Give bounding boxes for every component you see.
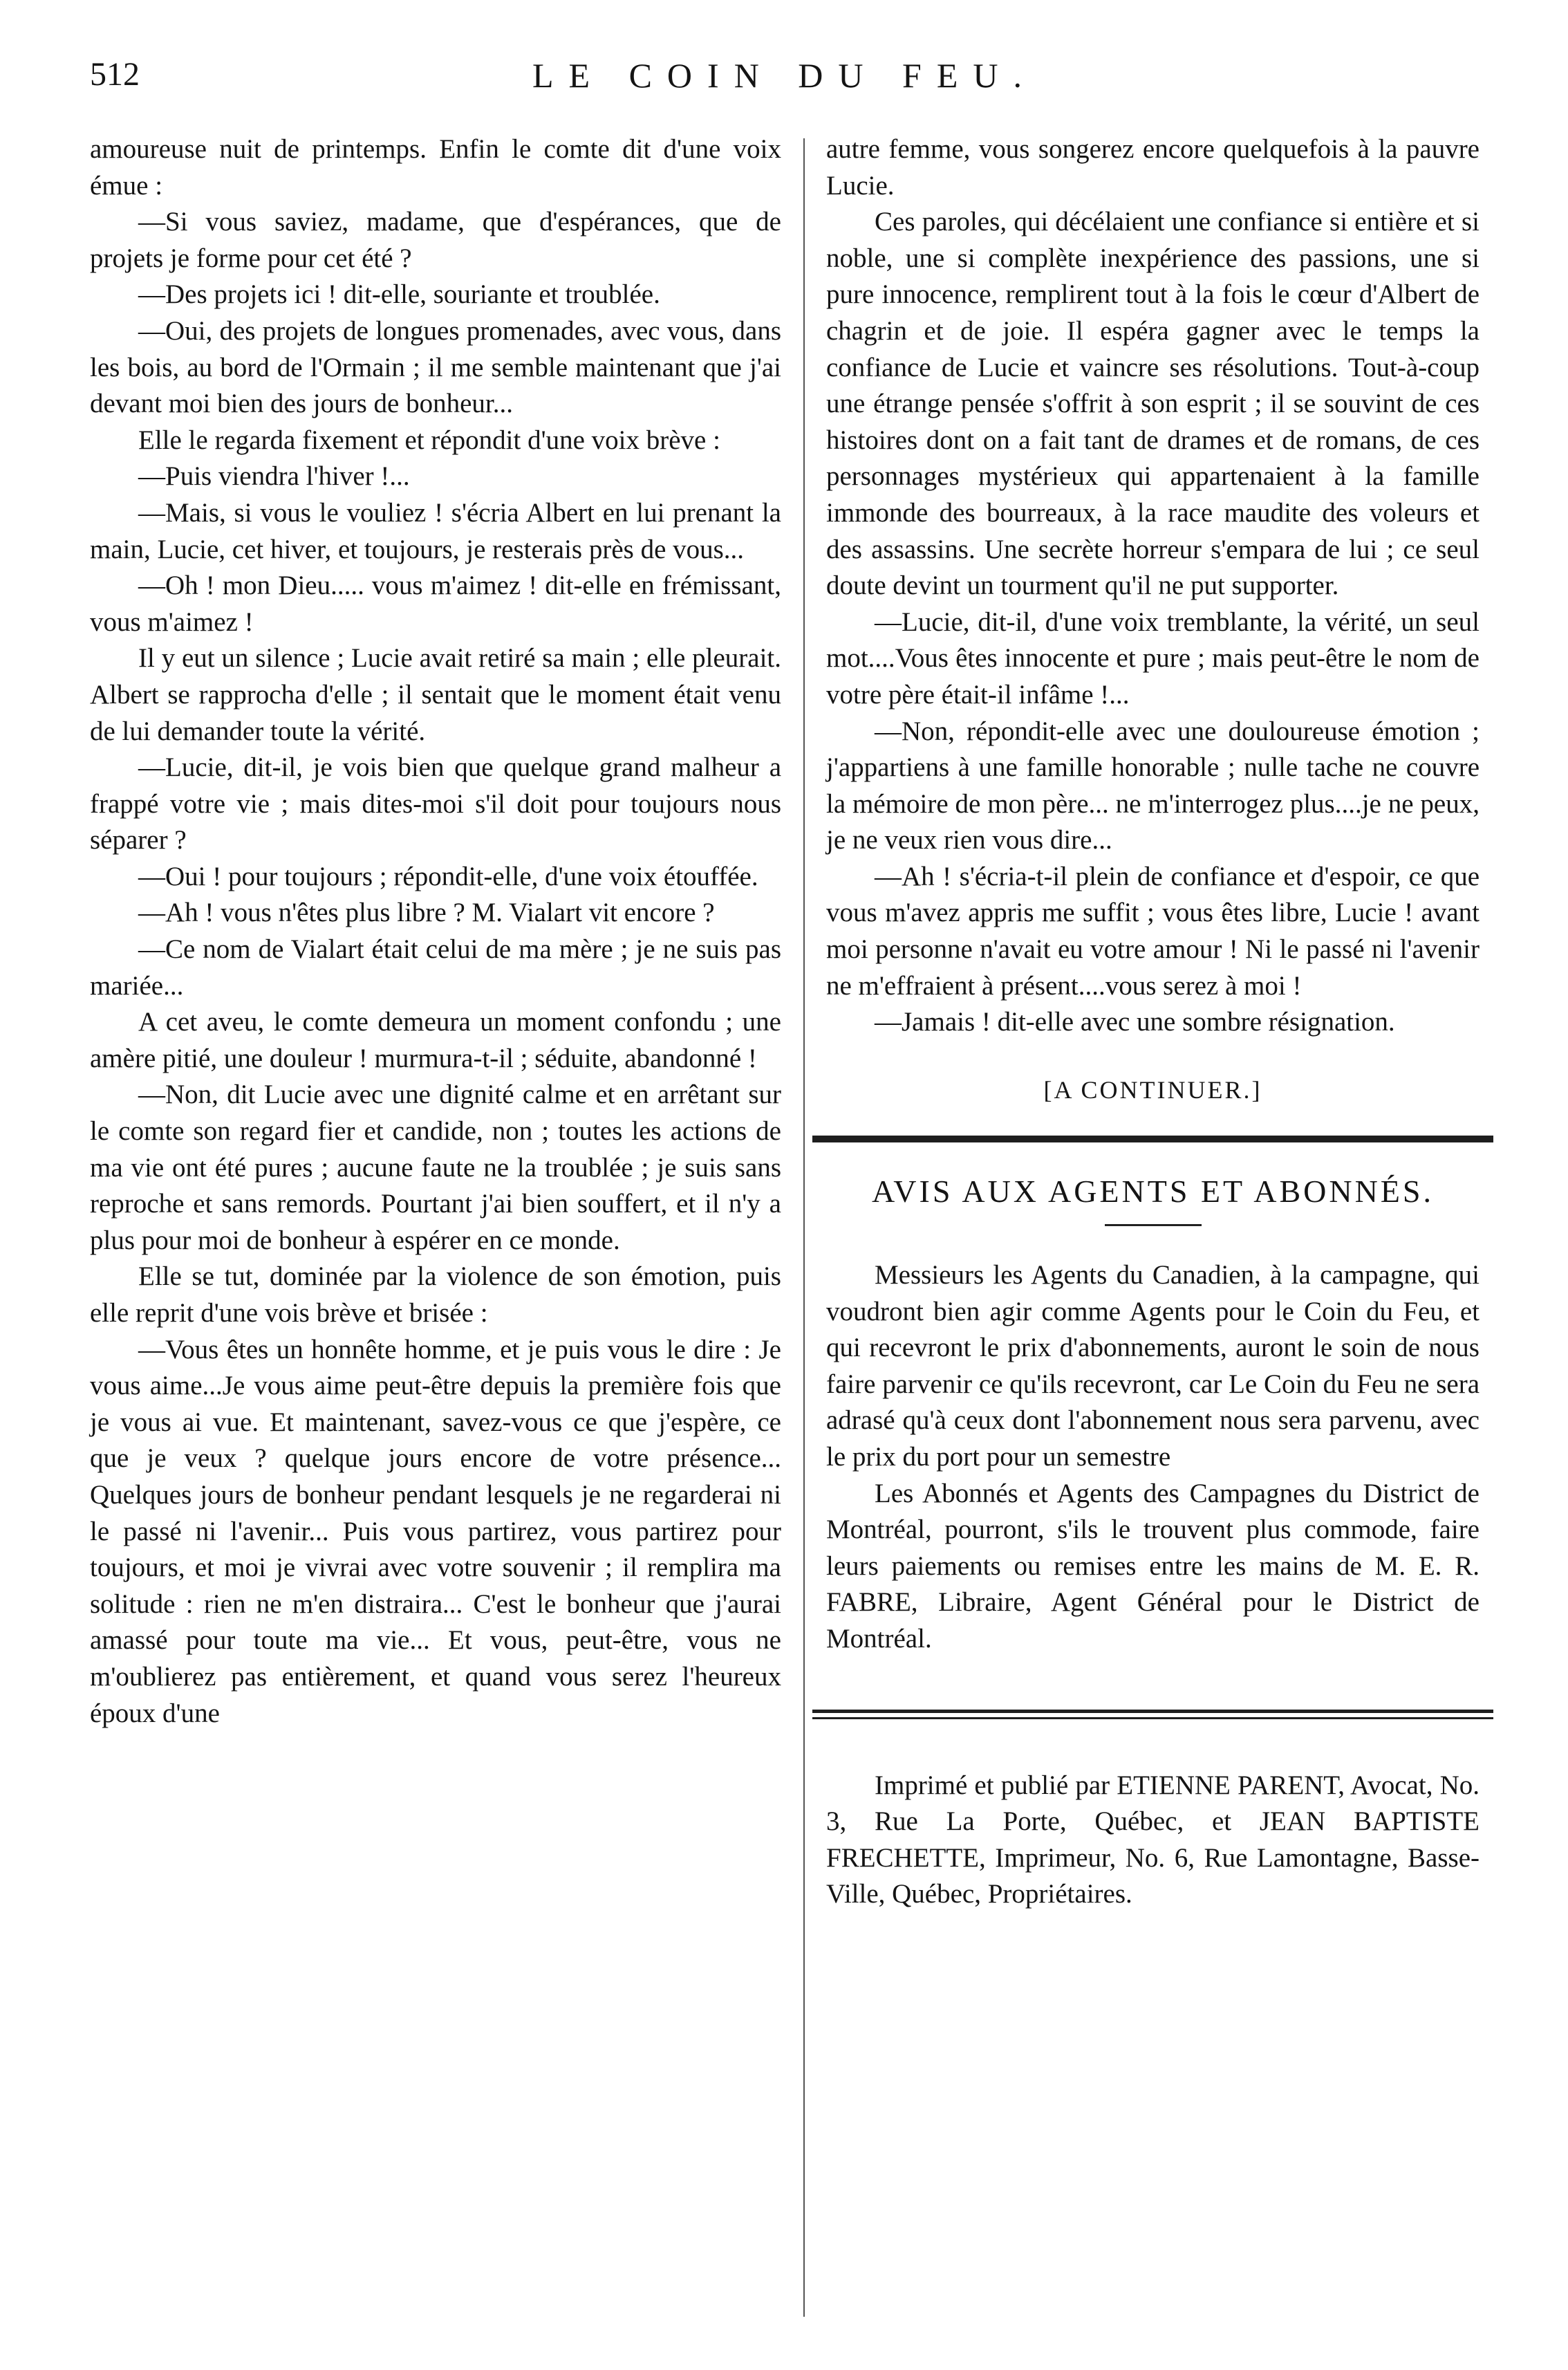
paragraph: Ces paroles, qui décélaient une confiance si entière et si noble, une si complète inexpérience des passions, une si pure innocence, remplirent tout à la fois le cœur d'Albert de chagrin et de joie. Il espéra gagner avec le temps la confiance de Lucie et vaincre ses résolutions. Tout-à-coup une étrange pensée s'offrit à son esprit ; il se souvint de ces histoires dont on a fait tant de drames et de romans, de ces personnages mystérieux qui appartenaient à la famille immonde des bourreaux, à la race maudite des voleurs et des assassins. Une secrète horreur s'empara de lui ; ce seul doute devint un tourment qu'il ne put supporter. — [826, 207, 1480, 601]
footer-rule — [812, 1710, 1493, 1719]
notice-paragraph: Les Abonnés et Agents des Campagnes du District de Montréal, pourront, s'ils le trouvent plus commode, faire leurs paiements ou remises entre les mains de M. E. R. FABRE, Libraire, Agent Général pour le District de Montréal. — [826, 1478, 1480, 1654]
title-rule — [1105, 1224, 1202, 1226]
paragraph: —Lucie, dit-il, je vois bien que quelque grand malheur a frappé votre vie ; mais dites-moi s'il doit pour toujours nous séparer ? — [90, 752, 781, 855]
notice-title: AVIS AUX AGENTS ET ABONNÉS. — [871, 1174, 1434, 1210]
paragraph: —Mais, si vous le vouliez ! s'écria Albert en lui prenant la main, Lucie, cet hiver, et toujours, je resterais près de vous... — [90, 497, 781, 564]
page-header — [90, 55, 1480, 104]
left-column — [90, 131, 781, 1732]
paragraph: —Oh ! mon Dieu..... vous m'aimez ! dit-elle en frémissant, vous m'aimez ! — [90, 571, 781, 637]
paragraph: —Ce nom de Vialart était celui de ma mère ; je ne suis pas mariée... — [90, 934, 781, 1001]
imprint — [826, 1768, 1480, 1913]
paragraph: amoureuse nuit de printemps. Enfin le comte dit d'une voix émue : — [90, 134, 781, 201]
paragraph: —Lucie, dit-il, d'une voix tremblante, la vérité, un seul mot....Vous êtes innocente et pure ; mais peut-être le nom de votre père était-il infâme !... — [826, 607, 1480, 710]
paragraph: —Des projets ici ! dit-elle, souriante et troublée. — [138, 279, 660, 310]
continuation-note: [A CONTINUER.] — [1043, 1075, 1262, 1104]
paragraph: —Oui, des projets de longues promenades, avec vous, dans les bois, au bord de l'Ormain ; il me semble maintenant que j'ai devant moi bien des jours de bonheur... — [90, 315, 781, 419]
paragraph: autre femme, vous songerez encore quelquefois à la pauvre Lucie. — [826, 134, 1480, 201]
paragraph: Il y eut un silence ; Lucie avait retiré sa main ; elle pleurait. Albert se rapprocha d'elle ; il sentait que le moment était venu de lui demander toute la vérité. — [90, 643, 781, 746]
paragraph: —Jamais ! dit-elle avec une sombre résignation. — [875, 1007, 1395, 1037]
paragraph: —Oui ! pour toujours ; répondit-elle, d'une voix étouffée. — [138, 861, 758, 891]
paragraph: —Si vous saviez, madame, que d'espérances, que de projets je forme pour cet été ? — [90, 207, 781, 273]
page-number: 512 — [90, 56, 140, 93]
paragraph: Elle le regarda fixement et répondit d'une voix brève : — [138, 425, 720, 455]
section-rule — [812, 1136, 1493, 1142]
imprint-text: Imprimé et publié par ETIENNE PARENT, Avocat, No. 3, Rue La Porte, Québec, et JEAN BAPTISTE FRECHETTE, Imprimeur, No. 6, Rue Lamontagne, Basse-Ville, Québec, Propriétaires. — [826, 1770, 1480, 1909]
paragraph: —Ah ! vous n'êtes plus libre ? M. Vialart vit encore ? — [138, 898, 715, 928]
paragraph: —Non, dit Lucie avec une dignité calme et en arrêtant sur le comte son regard fier et candide, non ; toutes les actions de ma vie ont été pures ; aucune faute ne la troublée ; je suis sans reproche et sans remords. Pourtant j'ai bien souffert, et il n'y a plus pour moi de bonheur à espérer en ce monde. — [90, 1080, 781, 1255]
paragraph: —Vous êtes un honnête homme, et je puis vous le dire : Je vous aime...Je vous aime peut-être depuis la première fois que je vous ai vue. Et maintenant, savez-vous ce que j'espère, ce que je veux ? quelque jours encore de votre présence... Quelques jours de bonheur pendant lesquels je ne regarderai ni le passé ni l'avenir... Puis vous partirez, vous partirez pour toujours, et moi je vivrai avec votre souvenir ; il remplira ma solitude : rien ne m'en distraira... C'est le bonheur que j'aurai amassé pour toute ma vie... Et vous, peut-être, vous ne m'oublierez pas entièrement, et quand vous serez l'heureux époux d'une — [90, 1334, 781, 1728]
notice-paragraph: Messieurs les Agents du Canadien, à la campagne, qui voudront bien agir comme Agents pour le Coin du Feu, et qui recevront le prix d'abonnements, auront le soin de nous faire parvenir ce qu'ils recevront, car Le Coin du Feu ne sera adrasé qu'à ceux dont l'abonnement nous sera parvenu, avec le prix du port pour un semestre — [826, 1260, 1480, 1472]
paragraph: Elle se tut, dominée par la violence de son émotion, puis elle reprit d'une vois brève et brisée : — [90, 1261, 781, 1328]
running-title: LE COIN DU FEU. — [532, 56, 1037, 95]
column-divider — [803, 138, 805, 2317]
right-column — [826, 131, 1480, 1913]
paragraph: —Non, répondit-elle avec une douloureuse émotion ; j'appartiens à une famille honorable ; nulle tache ne couvre la mémoire de mon père... ne m'interrogez plus....je ne peux, je ne veux rien vous dire... — [826, 716, 1480, 855]
paragraph: —Puis viendra l'hiver !... — [138, 461, 410, 492]
paragraph: —Ah ! s'écria-t-il plein de confiance et d'espoir, ce que vous m'avez appris me suffit ; vous êtes libre, Lucie ! avant moi personne n'avait eu votre amour ! Ni le passé ni l'avenir ne m'effraient à présent....vous serez à moi ! — [826, 861, 1480, 1001]
paragraph: A cet aveu, le comte demeura un moment confondu ; une amère pitié, une douleur ! murmura-t-il ; séduite, abandonné ! — [90, 1007, 781, 1073]
